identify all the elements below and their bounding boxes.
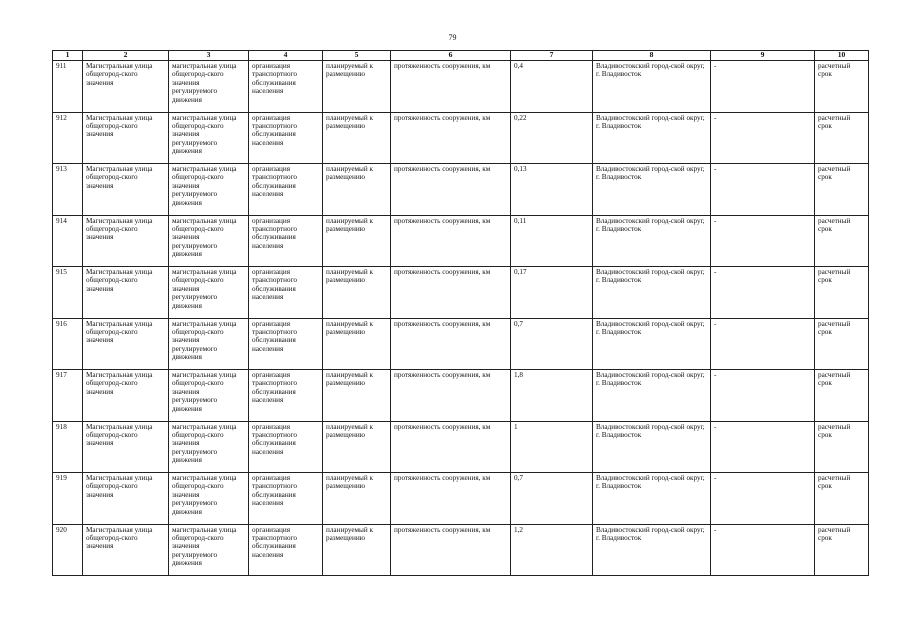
object-parameter: протяженность сооружения, км: [391, 421, 511, 473]
column-header-3: 3: [169, 51, 249, 61]
object-name: Магистральная улица общегород-ского значения: [83, 267, 169, 319]
object-status: планируемый к размещению: [323, 267, 391, 319]
object-status: планируемый к размещению: [323, 421, 391, 473]
object-zone: -: [711, 370, 815, 422]
object-zone: -: [711, 112, 815, 164]
object-location: Владивостокский город-ской округ, г. Владивосток: [593, 473, 711, 525]
object-zone: -: [711, 421, 815, 473]
column-header-8: 8: [593, 51, 711, 61]
object-status: планируемый к размещению: [323, 164, 391, 216]
object-parameter: протяженность сооружения, км: [391, 112, 511, 164]
row-number: 918: [53, 421, 83, 473]
object-purpose: организация транспортного обслуживания населения: [249, 421, 323, 473]
row-number: 912: [53, 112, 83, 164]
object-name: Магистральная улица общегород-ского значения: [83, 164, 169, 216]
object-category: магистральная улица общегород-ского значения регулируемого движения: [169, 61, 249, 113]
object-location: Владивостокский город-ской округ, г. Владивосток: [593, 164, 711, 216]
object-category: магистральная улица общегород-ского значения регулируемого движения: [169, 267, 249, 319]
table-row: [53, 473, 869, 525]
object-parameter: протяженность сооружения, км: [391, 318, 511, 370]
object-value: 0,13: [511, 164, 593, 216]
column-header-4: 4: [249, 51, 323, 61]
table-row: [53, 524, 869, 576]
object-value: 1: [511, 421, 593, 473]
column-header-6: 6: [391, 51, 511, 61]
object-status: планируемый к размещению: [323, 215, 391, 267]
object-location: Владивостокский город-ской округ, г. Владивосток: [593, 112, 711, 164]
object-category: магистральная улица общегород-ского значения регулируемого движения: [169, 421, 249, 473]
row-number: 911: [53, 61, 83, 113]
object-parameter: протяженность сооружения, км: [391, 473, 511, 525]
object-purpose: организация транспортного обслуживания населения: [249, 164, 323, 216]
object-location: Владивостокский город-ской округ, г. Владивосток: [593, 267, 711, 319]
object-status: планируемый к размещению: [323, 112, 391, 164]
object-value: 1,8: [511, 370, 593, 422]
table-row: [53, 318, 869, 370]
object-location: Владивостокский город-ской округ, г. Владивосток: [593, 370, 711, 422]
object-term: расчетный срок: [815, 318, 869, 370]
object-location: Владивостокский город-ской округ, г. Владивосток: [593, 215, 711, 267]
object-purpose: организация транспортного обслуживания населения: [249, 370, 323, 422]
object-term: расчетный срок: [815, 61, 869, 113]
object-value: 0,4: [511, 61, 593, 113]
table-row: [53, 421, 869, 473]
row-number: 914: [53, 215, 83, 267]
object-name: Магистральная улица общегород-ского значения: [83, 473, 169, 525]
object-term: расчетный срок: [815, 215, 869, 267]
object-purpose: организация транспортного обслуживания населения: [249, 215, 323, 267]
object-value: 0,11: [511, 215, 593, 267]
object-term: расчетный срок: [815, 267, 869, 319]
object-location: Владивостокский город-ской округ, г. Владивосток: [593, 318, 711, 370]
object-parameter: протяженность сооружения, км: [391, 61, 511, 113]
object-category: магистральная улица общегород-ского значения регулируемого движения: [169, 215, 249, 267]
object-status: планируемый к размещению: [323, 524, 391, 576]
object-purpose: организация транспортного обслуживания населения: [249, 473, 323, 525]
object-status: планируемый к размещению: [323, 318, 391, 370]
object-category: магистральная улица общегород-ского значения регулируемого движения: [169, 318, 249, 370]
object-term: расчетный срок: [815, 370, 869, 422]
table-row: [53, 215, 869, 267]
object-term: расчетный срок: [815, 164, 869, 216]
object-term: расчетный срок: [815, 421, 869, 473]
column-header-9: 9: [711, 51, 815, 61]
object-parameter: протяженность сооружения, км: [391, 370, 511, 422]
table-row: [53, 267, 869, 319]
column-header-2: 2: [83, 51, 169, 61]
object-zone: -: [711, 267, 815, 319]
object-category: магистральная улица общегород-ского значения регулируемого движения: [169, 473, 249, 525]
object-status: планируемый к размещению: [323, 61, 391, 113]
object-name: Магистральная улица общегород-ского значения: [83, 421, 169, 473]
object-term: расчетный срок: [815, 473, 869, 525]
object-name: Магистральная улица общегород-ского значения: [83, 112, 169, 164]
object-value: 0,7: [511, 318, 593, 370]
object-name: Магистральная улица общегород-ского значения: [83, 318, 169, 370]
column-header-1: 1: [53, 51, 83, 61]
object-zone: -: [711, 61, 815, 113]
object-parameter: протяженность сооружения, км: [391, 164, 511, 216]
row-number: 915: [53, 267, 83, 319]
header-row: [53, 51, 869, 61]
row-number: 913: [53, 164, 83, 216]
object-status: планируемый к размещению: [323, 473, 391, 525]
object-location: Владивостокский город-ской округ, г. Владивосток: [593, 61, 711, 113]
object-zone: -: [711, 318, 815, 370]
object-status: планируемый к размещению: [323, 370, 391, 422]
row-number: 917: [53, 370, 83, 422]
object-purpose: организация транспортного обслуживания населения: [249, 267, 323, 319]
object-zone: -: [711, 215, 815, 267]
page-number: 79: [448, 33, 457, 42]
object-category: магистральная улица общегород-ского значения регулируемого движения: [169, 164, 249, 216]
object-term: расчетный срок: [815, 524, 869, 576]
object-name: Магистральная улица общегород-ского значения: [83, 215, 169, 267]
column-header-5: 5: [323, 51, 391, 61]
object-name: Магистральная улица общегород-ского значения: [83, 370, 169, 422]
object-zone: -: [711, 164, 815, 216]
object-name: Магистральная улица общегород-ского значения: [83, 524, 169, 576]
object-value: 0,7: [511, 473, 593, 525]
object-location: Владивостокский город-ской округ, г. Владивосток: [593, 524, 711, 576]
object-parameter: протяженность сооружения, км: [391, 215, 511, 267]
table-row: [53, 164, 869, 216]
object-parameter: протяженность сооружения, км: [391, 267, 511, 319]
row-number: 919: [53, 473, 83, 525]
object-purpose: организация транспортного обслуживания населения: [249, 61, 323, 113]
column-header-7: 7: [511, 51, 593, 61]
table-row: [53, 370, 869, 422]
object-term: расчетный срок: [815, 112, 869, 164]
row-number: 920: [53, 524, 83, 576]
column-header-10: 10: [815, 51, 869, 61]
object-value: 0,17: [511, 267, 593, 319]
table-row: [53, 61, 869, 113]
object-purpose: организация транспортного обслуживания населения: [249, 318, 323, 370]
object-value: 1,2: [511, 524, 593, 576]
object-value: 0,22: [511, 112, 593, 164]
object-category: магистральная улица общегород-ского значения регулируемого движения: [169, 112, 249, 164]
object-zone: -: [711, 473, 815, 525]
object-category: магистральная улица общегород-ского значения регулируемого движения: [169, 370, 249, 422]
object-purpose: организация транспортного обслуживания населения: [249, 524, 323, 576]
object-name: Магистральная улица общегород-ского значения: [83, 61, 169, 113]
object-location: Владивостокский город-ской округ, г. Владивосток: [593, 421, 711, 473]
table-row: [53, 112, 869, 164]
object-category: магистральная улица общегород-ского значения регулируемого движения: [169, 524, 249, 576]
row-number: 916: [53, 318, 83, 370]
object-purpose: организация транспортного обслуживания населения: [249, 112, 323, 164]
object-parameter: протяженность сооружения, км: [391, 524, 511, 576]
registry-table: [52, 50, 869, 576]
object-zone: -: [711, 524, 815, 576]
